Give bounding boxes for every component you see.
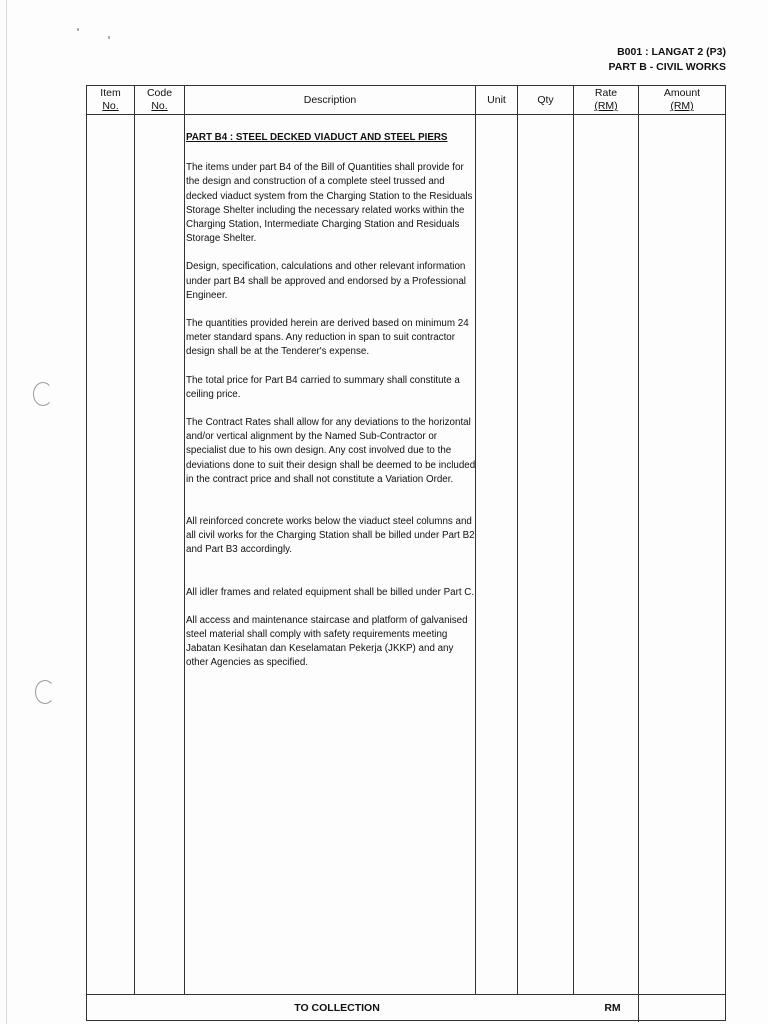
part-title: PART B4 : STEEL DECKED VIADUCT AND STEEL PIERS xyxy=(186,132,448,143)
description-paragraph: All idler frames and related equipment shall be billed under Part C. xyxy=(186,586,475,598)
document-header xyxy=(609,45,726,75)
page-edge xyxy=(6,0,7,1024)
column-header-code-no: Code No. xyxy=(146,87,173,112)
column-divider xyxy=(184,86,185,994)
column-header-amount: Amount (RM) xyxy=(663,87,701,112)
column-header-description: Description xyxy=(303,93,357,106)
to-collection-label: TO COLLECTION xyxy=(294,1002,380,1014)
description-content xyxy=(186,131,476,685)
project-code: B001 : LANGAT 2 (P3) xyxy=(617,46,726,58)
section-title: PART B - CIVIL WORKS xyxy=(608,61,726,73)
column-divider xyxy=(517,86,518,994)
description-paragraph: Design, specification, calculations and other relevant information under part B4 shall be approved and endorsed by a Professional Engineer. xyxy=(186,261,466,301)
column-header-unit: Unit xyxy=(487,93,506,106)
column-header-item-no: Item No. xyxy=(100,87,121,112)
description-paragraph: The quantities provided herein are derived based on minimum 24 meter standard spans. Any reduction in span to suit contractor design shall be at the Tenderer's expense. xyxy=(186,318,469,358)
scan-speck xyxy=(108,36,110,39)
punch-hole-mark xyxy=(33,382,53,406)
column-divider xyxy=(573,86,574,994)
description-paragraph: The Contract Rates shall allow for any deviations to the horizontal and/or vertical alignment by the Named Sub-Contractor or specialist due to his own design. Any cost involved due to the deviations done to suit their design shall be deemed to be included in the contract price and shall not constitute a Variation Order. xyxy=(186,417,476,485)
description-paragraph: The total price for Part B4 carried to summary shall constitute a ceiling price. xyxy=(186,374,460,400)
header-row-divider xyxy=(87,114,725,115)
description-paragraph: All reinforced concrete works below the viaduct steel columns and all civil works for the Charging Station shall be billed under Part B2 and Part B3 accordingly. xyxy=(186,516,475,556)
currency-label: RM xyxy=(604,1002,621,1014)
description-paragraph: All access and maintenance staircase and platform of galvanised steel material shall comply with safety requirements meeting Jabatan Kesihatan dan Keselamatan Pekerja (JKKP) and any other Agencies as specified. xyxy=(186,614,468,669)
punch-hole-mark xyxy=(35,680,55,704)
column-divider xyxy=(638,86,639,1022)
bill-of-quantities-table xyxy=(86,85,726,1021)
column-divider xyxy=(134,86,135,994)
column-header-rate: Rate (RM) xyxy=(594,87,618,112)
column-header-qty: Qty xyxy=(537,93,554,106)
description-paragraph: The items under part B4 of the Bill of Quantities shall provide for the design and construction of a complete steel trussed and decked viaduct system from the Charging Station to the Residuals Storage Shelter including the necessary related works within the Charging Station, Intermediate Charging Station and Residuals Storage Shelter. xyxy=(186,162,473,245)
scan-speck xyxy=(77,28,79,31)
